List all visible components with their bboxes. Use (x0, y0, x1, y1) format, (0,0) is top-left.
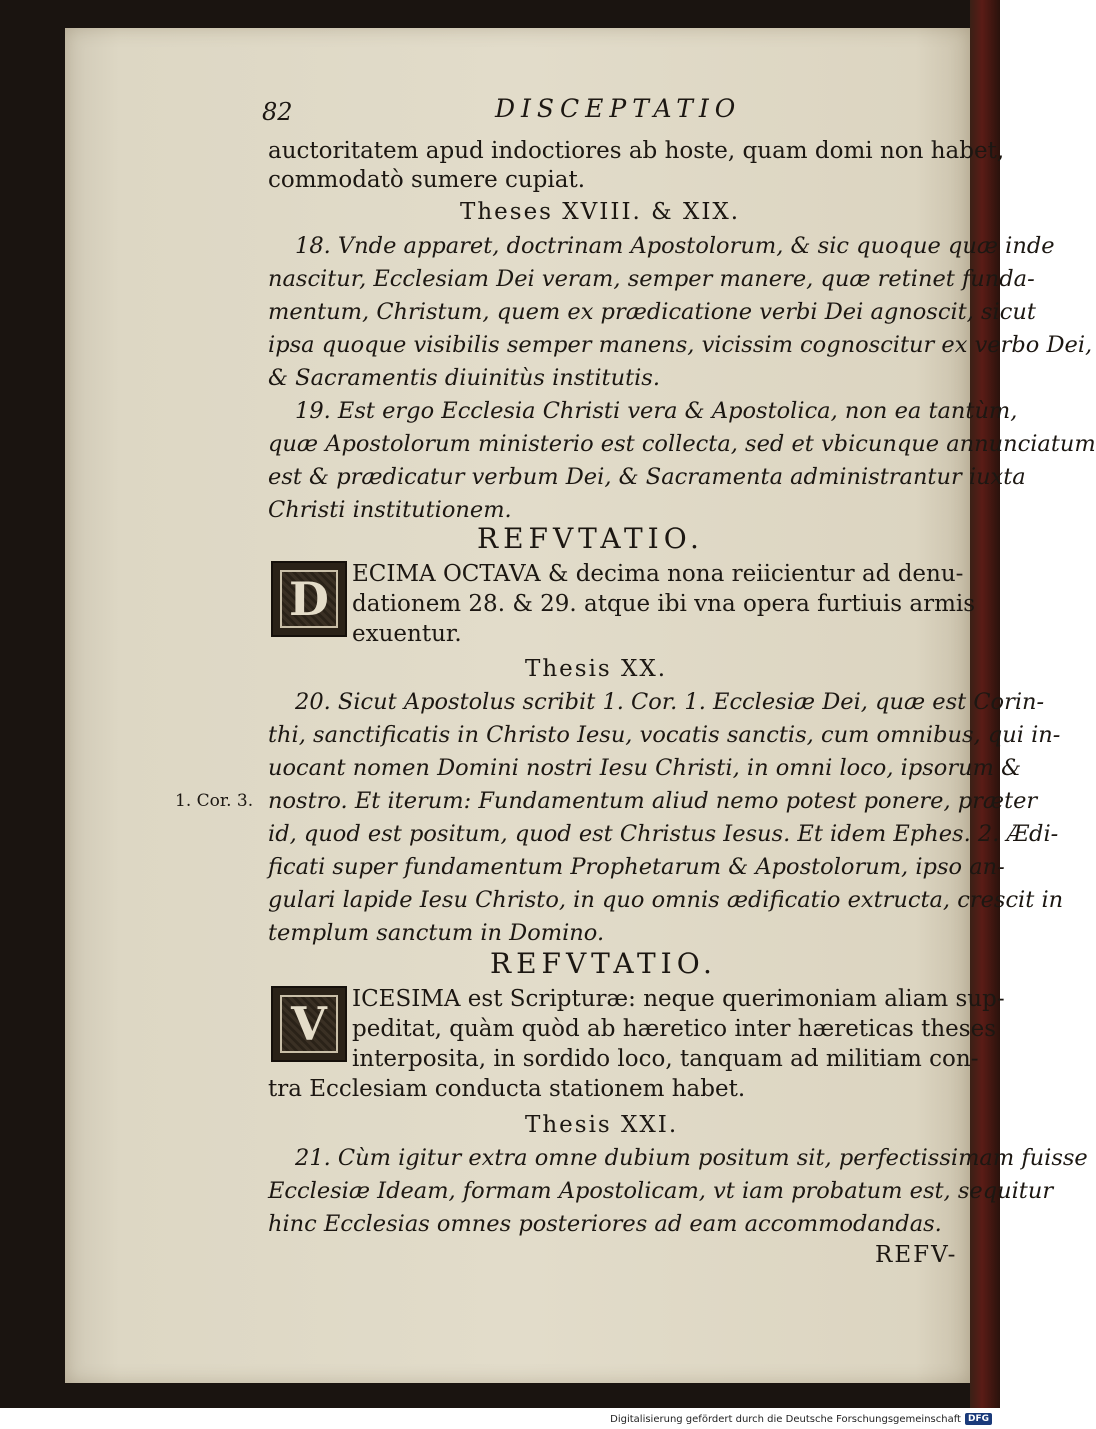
thesis-19-line-4: Christi institutionem. (268, 497, 512, 523)
refutatio-2-line-3: interposita, in sordido loco, tanquam ad militiam con- (352, 1046, 979, 1072)
thesis-18-line-1: 18. Vnde apparet, doctrinam Apostolorum, & sic quoque quæ inde (295, 233, 1055, 259)
thesis-20-line-7: gulari lapide Iesu Christo, in quo omnis ædificatio extructa, crescit in (268, 887, 1064, 913)
running-head: DISCEPTATIO (495, 94, 742, 123)
footer-text: Digitalisierung gefördert durch die Deutsche Forschungsgemeinschaft (610, 1413, 961, 1425)
refutatio-2-line-4: tra Ecclesiam conducta stationem habet. (268, 1076, 746, 1102)
thesis-21-line-3: hinc Ecclesias omnes posteriores ad eam accommodandas. (268, 1211, 942, 1237)
refutatio-2-line-1: ICESIMA est Scripturæ: neque querimoniam aliam sup- (352, 986, 1005, 1012)
thesis-20-line-1: 20. Sicut Apostolus scribit 1. Cor. 1. Ecclesiæ Dei, quæ est Corin- (295, 689, 1045, 715)
thesis-20-line-3: uocant nomen Domini nostri Iesu Christi, in omni loco, ipsorum & (268, 755, 1022, 781)
refutatio-heading-2: REFVTATIO. (490, 947, 717, 980)
refutatio-1-line-2: dationem 28. & 29. atque ibi vna opera furtiuis armis (352, 591, 976, 617)
refutatio-1-line-1: ECIMA OCTAVA & decima nona reiicientur ad denu- (352, 561, 964, 587)
thesis-19-line-1: 19. Est ergo Ecclesia Christi vera & Apostolica, non ea tantùm, (295, 398, 1018, 424)
catchword: REFV- (875, 1242, 958, 1268)
thesis-20-line-5: id, quod est positum, quod est Christus Iesus. Et idem Ephes. 2. Ædi- (268, 821, 1059, 847)
heading-thesis-21: Thesis XXI. (525, 1112, 679, 1138)
refutatio-heading-1: REFVTATIO. (477, 522, 704, 555)
thesis-20-line-8: templum sanctum in Domino. (268, 920, 605, 946)
thesis-19-line-2: quæ Apostolorum ministerio est collecta, sed et vbicunque annunciatum (268, 431, 1096, 457)
thesis-21-line-1: 21. Cùm igitur extra omne dubium positum sit, perfectissimam fuisse (295, 1145, 1088, 1171)
dropcap-v: V (271, 986, 347, 1062)
book-page (65, 28, 1096, 1383)
thesis-18-line-5: & Sacramentis diuinitùs institutis. (268, 365, 661, 391)
page-number: 82 (262, 98, 293, 126)
margin-note: 1. Cor. 3. (175, 791, 254, 811)
heading-theses-18-19: Theses XVIII. & XIX. (460, 199, 741, 225)
digitization-footer (610, 1413, 992, 1425)
thesis-20-line-4: nostro. Et iterum: Fundamentum aliud nemo potest ponere, præter (268, 788, 1038, 814)
thesis-21-line-2: Ecclesiæ Ideam, formam Apostolicam, vt iam probatum est, sequitur (268, 1178, 1054, 1204)
thesis-18-line-4: ipsa quoque visibilis semper manens, vicissim cognoscitur ex verbo Dei, (268, 332, 1093, 358)
heading-thesis-20: Thesis XX. (525, 656, 668, 682)
dropcap-d: D (271, 561, 347, 637)
intro-line-1: auctoritatem apud indoctiores ab hoste, quam domi non habet, (268, 138, 1005, 164)
thesis-20-line-6: ficati super fundamentum Prophetarum & Apostolorum, ipso an- (268, 854, 1005, 880)
thesis-18-line-3: mentum, Christum, quem ex prædicatione verbi Dei agnoscit, sicut (268, 299, 1036, 325)
refutatio-1-line-3: exuentur. (352, 621, 462, 647)
thesis-18-line-2: nascitur, Ecclesiam Dei veram, semper manere, quæ retinet funda- (268, 266, 1035, 292)
thesis-20-line-2: thi, sanctificatis in Christo Iesu, vocatis sanctis, cum omnibus, qui in- (268, 722, 1061, 748)
thesis-19-line-3: est & prædicatur verbum Dei, & Sacramenta administrantur iuxta (268, 464, 1026, 490)
dfg-logo-icon: DFG (965, 1413, 992, 1425)
refutatio-2-line-2: peditat, quàm quòd ab hæretico inter hæreticas theses (352, 1016, 996, 1042)
intro-line-2: commodatò sumere cupiat. (268, 167, 586, 193)
